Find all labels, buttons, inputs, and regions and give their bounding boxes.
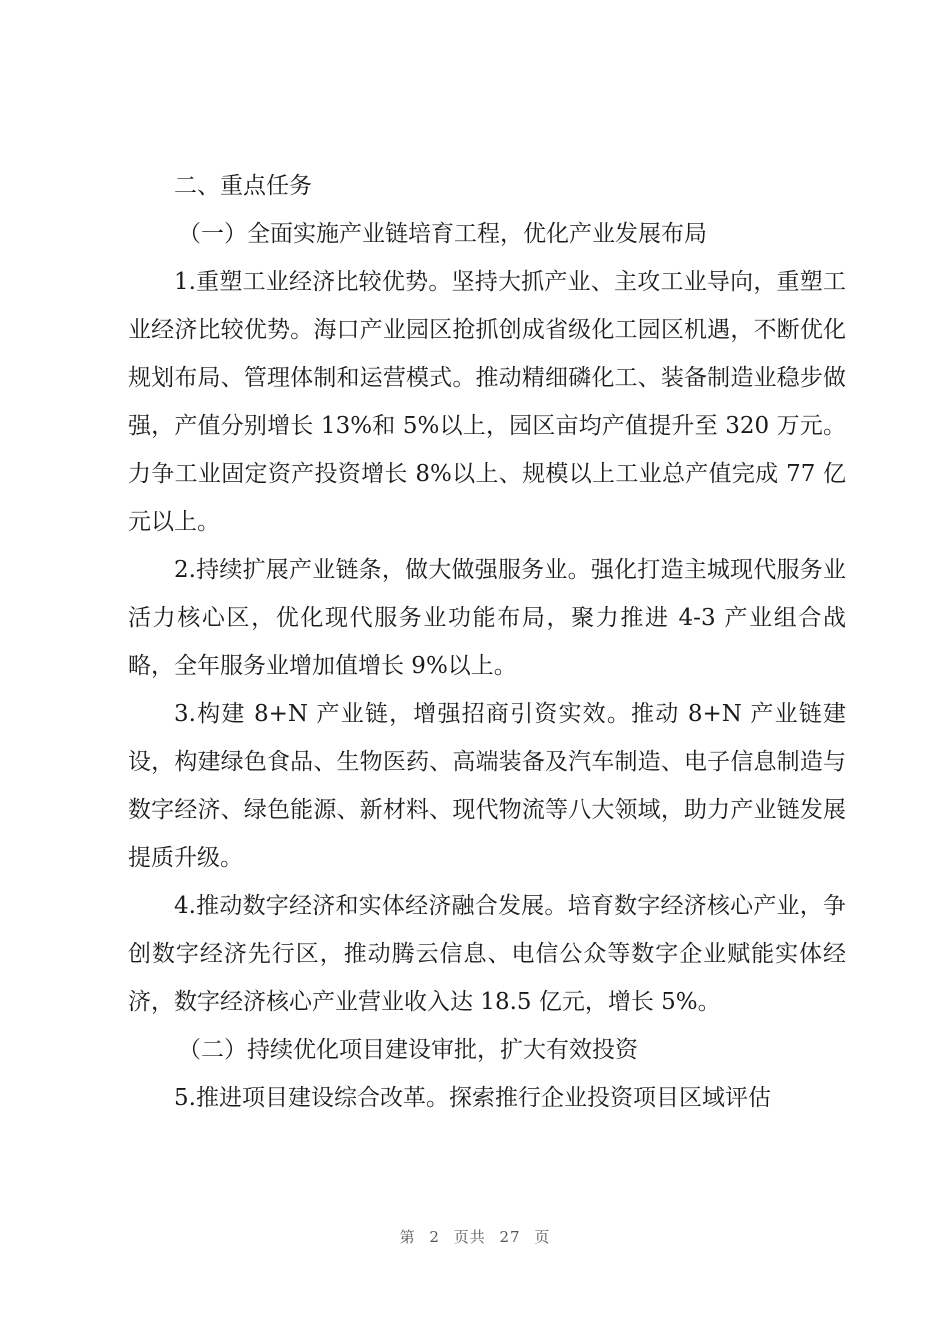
sub-heading-1: （一）全面实施产业链培育工程，优化产业发展布局 [178,221,707,247]
sub-heading-2: （二）持续优化项目建设审批，扩大有效投资 [178,1037,638,1063]
paragraph-5: 5.推进项目建设综合改革。探索推行企业投资项目区域评估 [174,1085,771,1111]
footer-middle: 页共 [453,1228,486,1246]
paragraph-4: 4.推动数字经济和实体经济融合发展。培育数字经济核心产业，争创数字经济先行区，推动腾云信息、电信公众等数字企业赋能实体经济，数字经济核心产业营业收入达 18.5 亿元，增长 5%。 [128,893,846,1015]
paragraph-3: 3.构建 8+N 产业链，增强招商引资实效。推动 8+N 产业链建设，构建绿色食品、生物医药、高端装备及汽车制造、电子信息制造与数字经济、绿色能源、新材料、现代物流等八大领域，助力产业链发展提质升级。 [128,701,846,871]
page-footer [0,1226,950,1247]
footer-suffix: 页 [534,1228,551,1246]
footer-page-number: 2 [429,1228,440,1246]
document-body [128,162,846,1122]
footer-prefix: 第 [399,1228,416,1246]
paragraph-2: 2.持续扩展产业链条，做大做强服务业。强化打造主城现代服务业活力核心区，优化现代服务业功能布局，聚力推进 4-3 产业组合战略，全年服务业增加值增长 9%以上。 [128,557,846,679]
footer-total-pages: 27 [499,1228,521,1246]
paragraph-1: 1.重塑工业经济比较优势。坚持大抓产业、主攻工业导向，重塑工业经济比较优势。海口产业园区抢抓创成省级化工园区机遇，不断优化规划布局、管理体制和运营模式。推动精细磷化工、装备制造业稳步做强，产值分别增长 13%和 5%以上，园区亩均产值提升至 320 万元。力争工业固定资产投资增长 8%以上、规模以上工业总产值完成 77 亿元以上。 [128,269,846,535]
section-heading: 二、重点任务 [174,173,312,199]
